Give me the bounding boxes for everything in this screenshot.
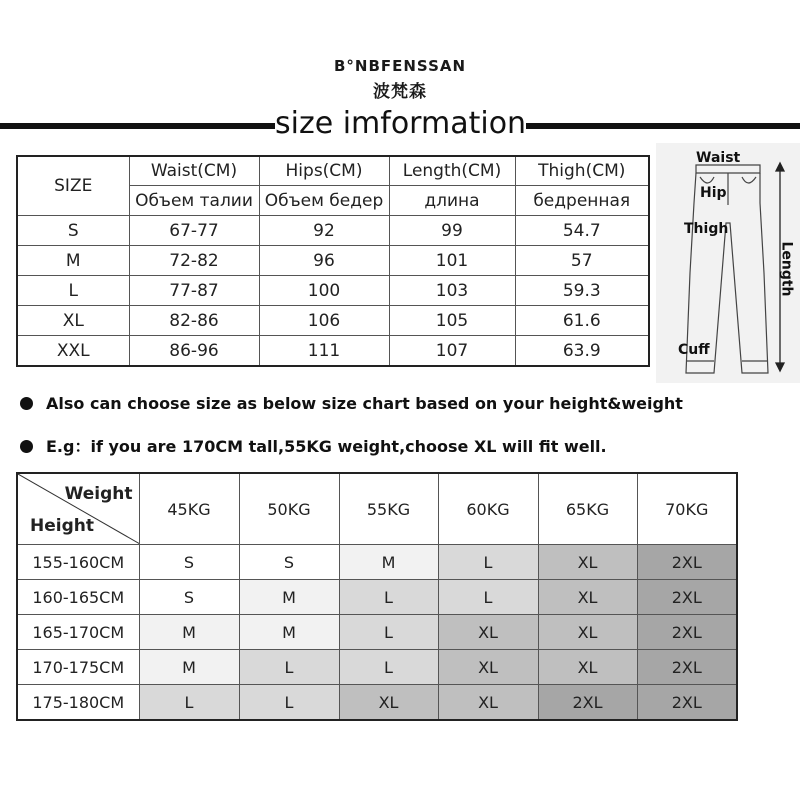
diagram-hip-label: Hip [700,185,727,201]
thigh-cell: 63.9 [515,336,649,367]
size-fit-cell: XL [438,615,538,650]
size-column-header: SIZE [17,156,129,216]
waist-column-header-ru: Объем талии [129,186,259,216]
height-cell: 155-160CM [17,545,139,580]
table-row [17,336,649,367]
size-cell: XXL [17,336,129,367]
table-row [17,650,737,685]
size-fit-cell: M [239,615,339,650]
diagram-thigh-label: Thigh [684,221,729,237]
size-fit-cell: L [438,545,538,580]
thigh-cell: 57 [515,246,649,276]
size-fit-cell: 2XL [637,545,737,580]
page-title: size imformation [275,106,527,141]
length-cell: 107 [389,336,515,367]
weight-column-header: 65KG [538,473,637,545]
length-column-header-ru: длина [389,186,515,216]
hips-cell: 92 [259,216,389,246]
hips-cell: 106 [259,306,389,336]
table-row [17,615,737,650]
size-cell: S [17,216,129,246]
size-fit-cell: XL [438,685,538,721]
length-cell: 101 [389,246,515,276]
size-cell: L [17,276,129,306]
diagram-length-label: Length [778,241,795,297]
waist-cell: 77-87 [129,276,259,306]
note-text: E.g：if you are 170CM tall,55KG weight,choose XL will fit well. [46,437,607,456]
note-size-by-height-weight [20,394,683,413]
title-rule-right [526,123,800,129]
size-fit-cell: 2XL [637,685,737,721]
size-fit-cell: L [239,685,339,721]
size-fit-cell: M [239,580,339,615]
pants-measurement-diagram [656,143,800,383]
note-text: Also can choose size as below size chart based on your height&weight [46,394,683,413]
weight-column-header: 70KG [637,473,737,545]
waist-column-header: Waist(CM) [129,156,259,186]
table-row [17,545,737,580]
hips-column-header: Hips(CM) [259,156,389,186]
length-cell: 105 [389,306,515,336]
size-fit-cell: L [139,685,239,721]
hips-cell: 111 [259,336,389,367]
waist-cell: 82-86 [129,306,259,336]
size-cell: XL [17,306,129,336]
bullet-icon [20,440,33,453]
brand-name: B°NBFENSSAN [333,57,467,75]
table-row [17,685,737,721]
size-fit-cell: L [438,580,538,615]
bullet-icon [20,397,33,410]
thigh-cell: 61.6 [515,306,649,336]
size-table-header-row [17,156,649,186]
length-cell: 103 [389,276,515,306]
fit-table-header-row [17,473,737,545]
size-fit-cell: S [139,545,239,580]
note-example [20,434,607,457]
diagram-waist-label: Waist [696,150,741,166]
size-fit-cell: XL [538,650,637,685]
height-axis-label: Height [30,516,94,536]
size-fit-cell: 2XL [637,580,737,615]
table-row [17,216,649,246]
size-fit-cell: 2XL [637,650,737,685]
size-fit-cell: XL [538,545,637,580]
diagram-cuff-label: Cuff [678,342,710,358]
table-row [17,580,737,615]
table-row [17,246,649,276]
weight-height-corner-cell [17,473,139,545]
size-fit-cell: M [139,650,239,685]
size-fit-cell: L [239,650,339,685]
hips-cell: 96 [259,246,389,276]
weight-column-header: 60KG [438,473,538,545]
brand-chinese-name: 波梵森 [373,82,427,102]
title-rule-left [0,123,275,129]
size-fit-cell: M [339,545,438,580]
size-fit-cell: XL [538,580,637,615]
weight-axis-label: Weight [64,484,133,504]
waist-cell: 67-77 [129,216,259,246]
size-fit-cell: L [339,580,438,615]
size-fit-cell: XL [339,685,438,721]
waist-cell: 86-96 [129,336,259,367]
table-row [17,306,649,336]
size-fit-cell: XL [438,650,538,685]
size-fit-cell: L [339,650,438,685]
height-weight-size-table [16,472,738,721]
size-fit-cell: M [139,615,239,650]
size-fit-cell: 2XL [637,615,737,650]
weight-column-header: 45KG [139,473,239,545]
thigh-cell: 59.3 [515,276,649,306]
table-row [17,276,649,306]
weight-column-header: 55KG [339,473,438,545]
height-cell: 175-180CM [17,685,139,721]
size-fit-cell: XL [538,615,637,650]
size-cell: M [17,246,129,276]
thigh-cell: 54.7 [515,216,649,246]
hips-cell: 100 [259,276,389,306]
size-measurement-table [16,155,650,367]
length-column-header: Length(CM) [389,156,515,186]
thigh-column-header: Thigh(CM) [515,156,649,186]
size-fit-cell: 2XL [538,685,637,721]
size-fit-cell: S [139,580,239,615]
height-cell: 160-165CM [17,580,139,615]
waist-cell: 72-82 [129,246,259,276]
weight-column-header: 50KG [239,473,339,545]
size-fit-cell: S [239,545,339,580]
thigh-column-header-ru: бедренная [515,186,649,216]
hips-column-header-ru: Объем бедер [259,186,389,216]
length-cell: 99 [389,216,515,246]
size-fit-cell: L [339,615,438,650]
height-cell: 170-175CM [17,650,139,685]
height-cell: 165-170CM [17,615,139,650]
